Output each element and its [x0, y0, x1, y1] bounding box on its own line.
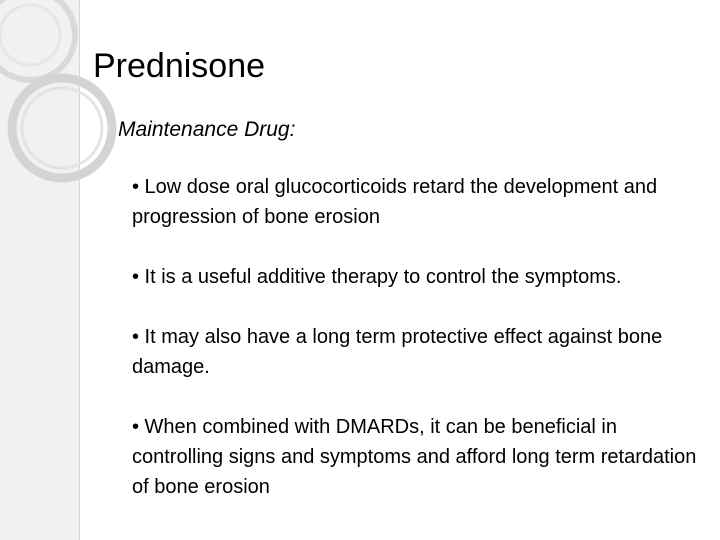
lower-ring — [12, 78, 112, 178]
slide-title: Prednisone — [93, 47, 266, 85]
slide-subtitle: Maintenance Drug: — [118, 118, 296, 141]
bullet-item: • It may also have a long term protective effect against bone damage. — [132, 326, 663, 378]
bullet-item: • It is a useful additive therapy to control the symptoms. — [132, 266, 622, 288]
lower-inner-ring — [22, 88, 102, 168]
decorative-rings — [0, 0, 200, 200]
bullet-list — [132, 172, 712, 532]
bullet-item: • Low dose oral glucocorticoids retard the development and progression of bone erosion — [132, 176, 658, 228]
upper-inner-ring — [0, 5, 60, 65]
bullet-item: • When combined with DMARDs, it can be beneficial in controlling signs and symptoms and afford long term retardation of bone erosion — [132, 416, 697, 498]
